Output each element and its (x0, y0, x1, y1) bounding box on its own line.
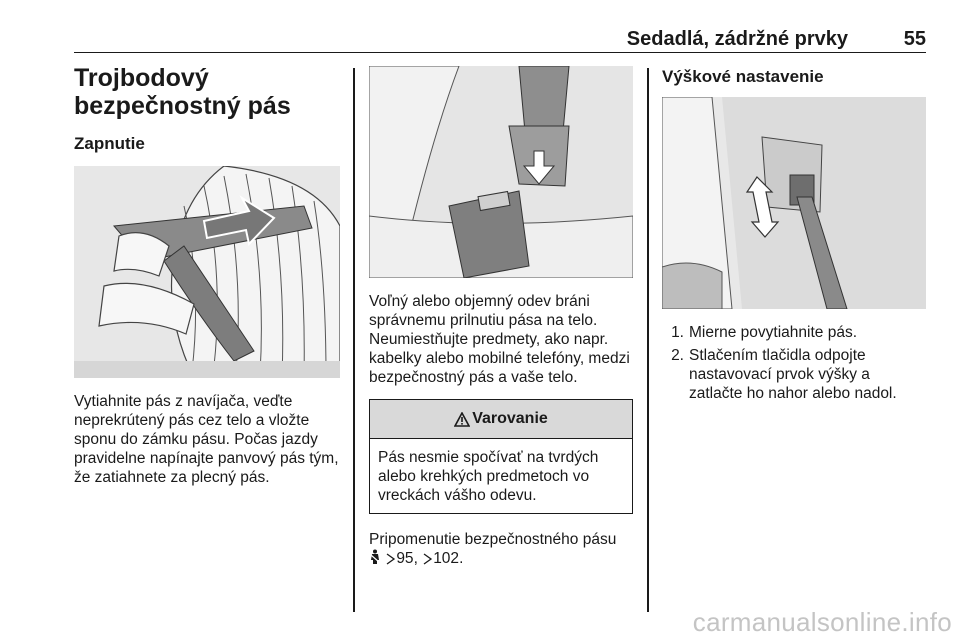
seatbelt-reminder-icon (369, 549, 381, 570)
warning-box (369, 399, 633, 514)
watermark: carmanualsonline.info (692, 607, 952, 637)
section-title: Sedadlá, zádržné prvky (626, 28, 848, 50)
clothing-note: Voľný alebo objemný odev bráni správnemu prilnutiu pása na telo. Neumiestňujte predmety, ako napr. kabelky alebo mobilné telefóny, medzi bezpečnostný pás a vaše telo. (369, 293, 630, 386)
section-heading: Trojbodový bezpečnostný pás (74, 64, 291, 120)
column-1 (74, 64, 342, 487)
list-item: 1. Mierne povytiahnite pás. (671, 324, 858, 341)
subsection-heading-height-adjustment: Výškové nastavenie (662, 67, 824, 86)
warning-header (370, 400, 632, 439)
reference-arrow-icon (422, 551, 433, 570)
column-2 (369, 64, 633, 570)
page-ref-95[interactable]: 95 (396, 550, 414, 567)
fastening-instructions: Vytiahnite pás z navíjača, veďte neprekrútený pás cez telo a vložte sponu do zámku pásu. Počas jazdy pravidelne napínajte panvový pás tým, že zatiahnete za plecný pás. (74, 393, 339, 486)
illustration-buckle-insertion (369, 66, 633, 278)
height-adjustment-steps (662, 323, 926, 403)
warning-triangle-icon (454, 412, 470, 427)
page-number: 55 (903, 28, 926, 50)
illustration-fastening-seat-belt (74, 166, 340, 378)
seatbelt-reminder-reference: Pripomenutie bezpečnostného pásu 95, 102. (369, 530, 633, 570)
page-header (74, 24, 926, 53)
subsection-heading-fastening: Zapnutie (74, 134, 145, 153)
page-ref-102[interactable]: 102 (433, 550, 460, 567)
column-divider-left (353, 68, 355, 612)
column-divider-right (647, 68, 649, 612)
illustration-height-adjustment (662, 97, 926, 309)
warning-text: Pás nesmie spočívať na tvrdých alebo krehkých predmetoch vo vreckách vášho odevu. (378, 449, 599, 504)
column-3 (662, 64, 926, 407)
reference-arrow-icon (385, 551, 396, 570)
list-item: 2. Stlačením tlačidla odpojte nastavovací prvok výšky a zatlačte ho nahor alebo nadol. (671, 347, 897, 402)
reminder-label: Pripomenutie bezpečnostného pásu (369, 531, 617, 548)
warning-title: Varovanie (472, 410, 548, 427)
